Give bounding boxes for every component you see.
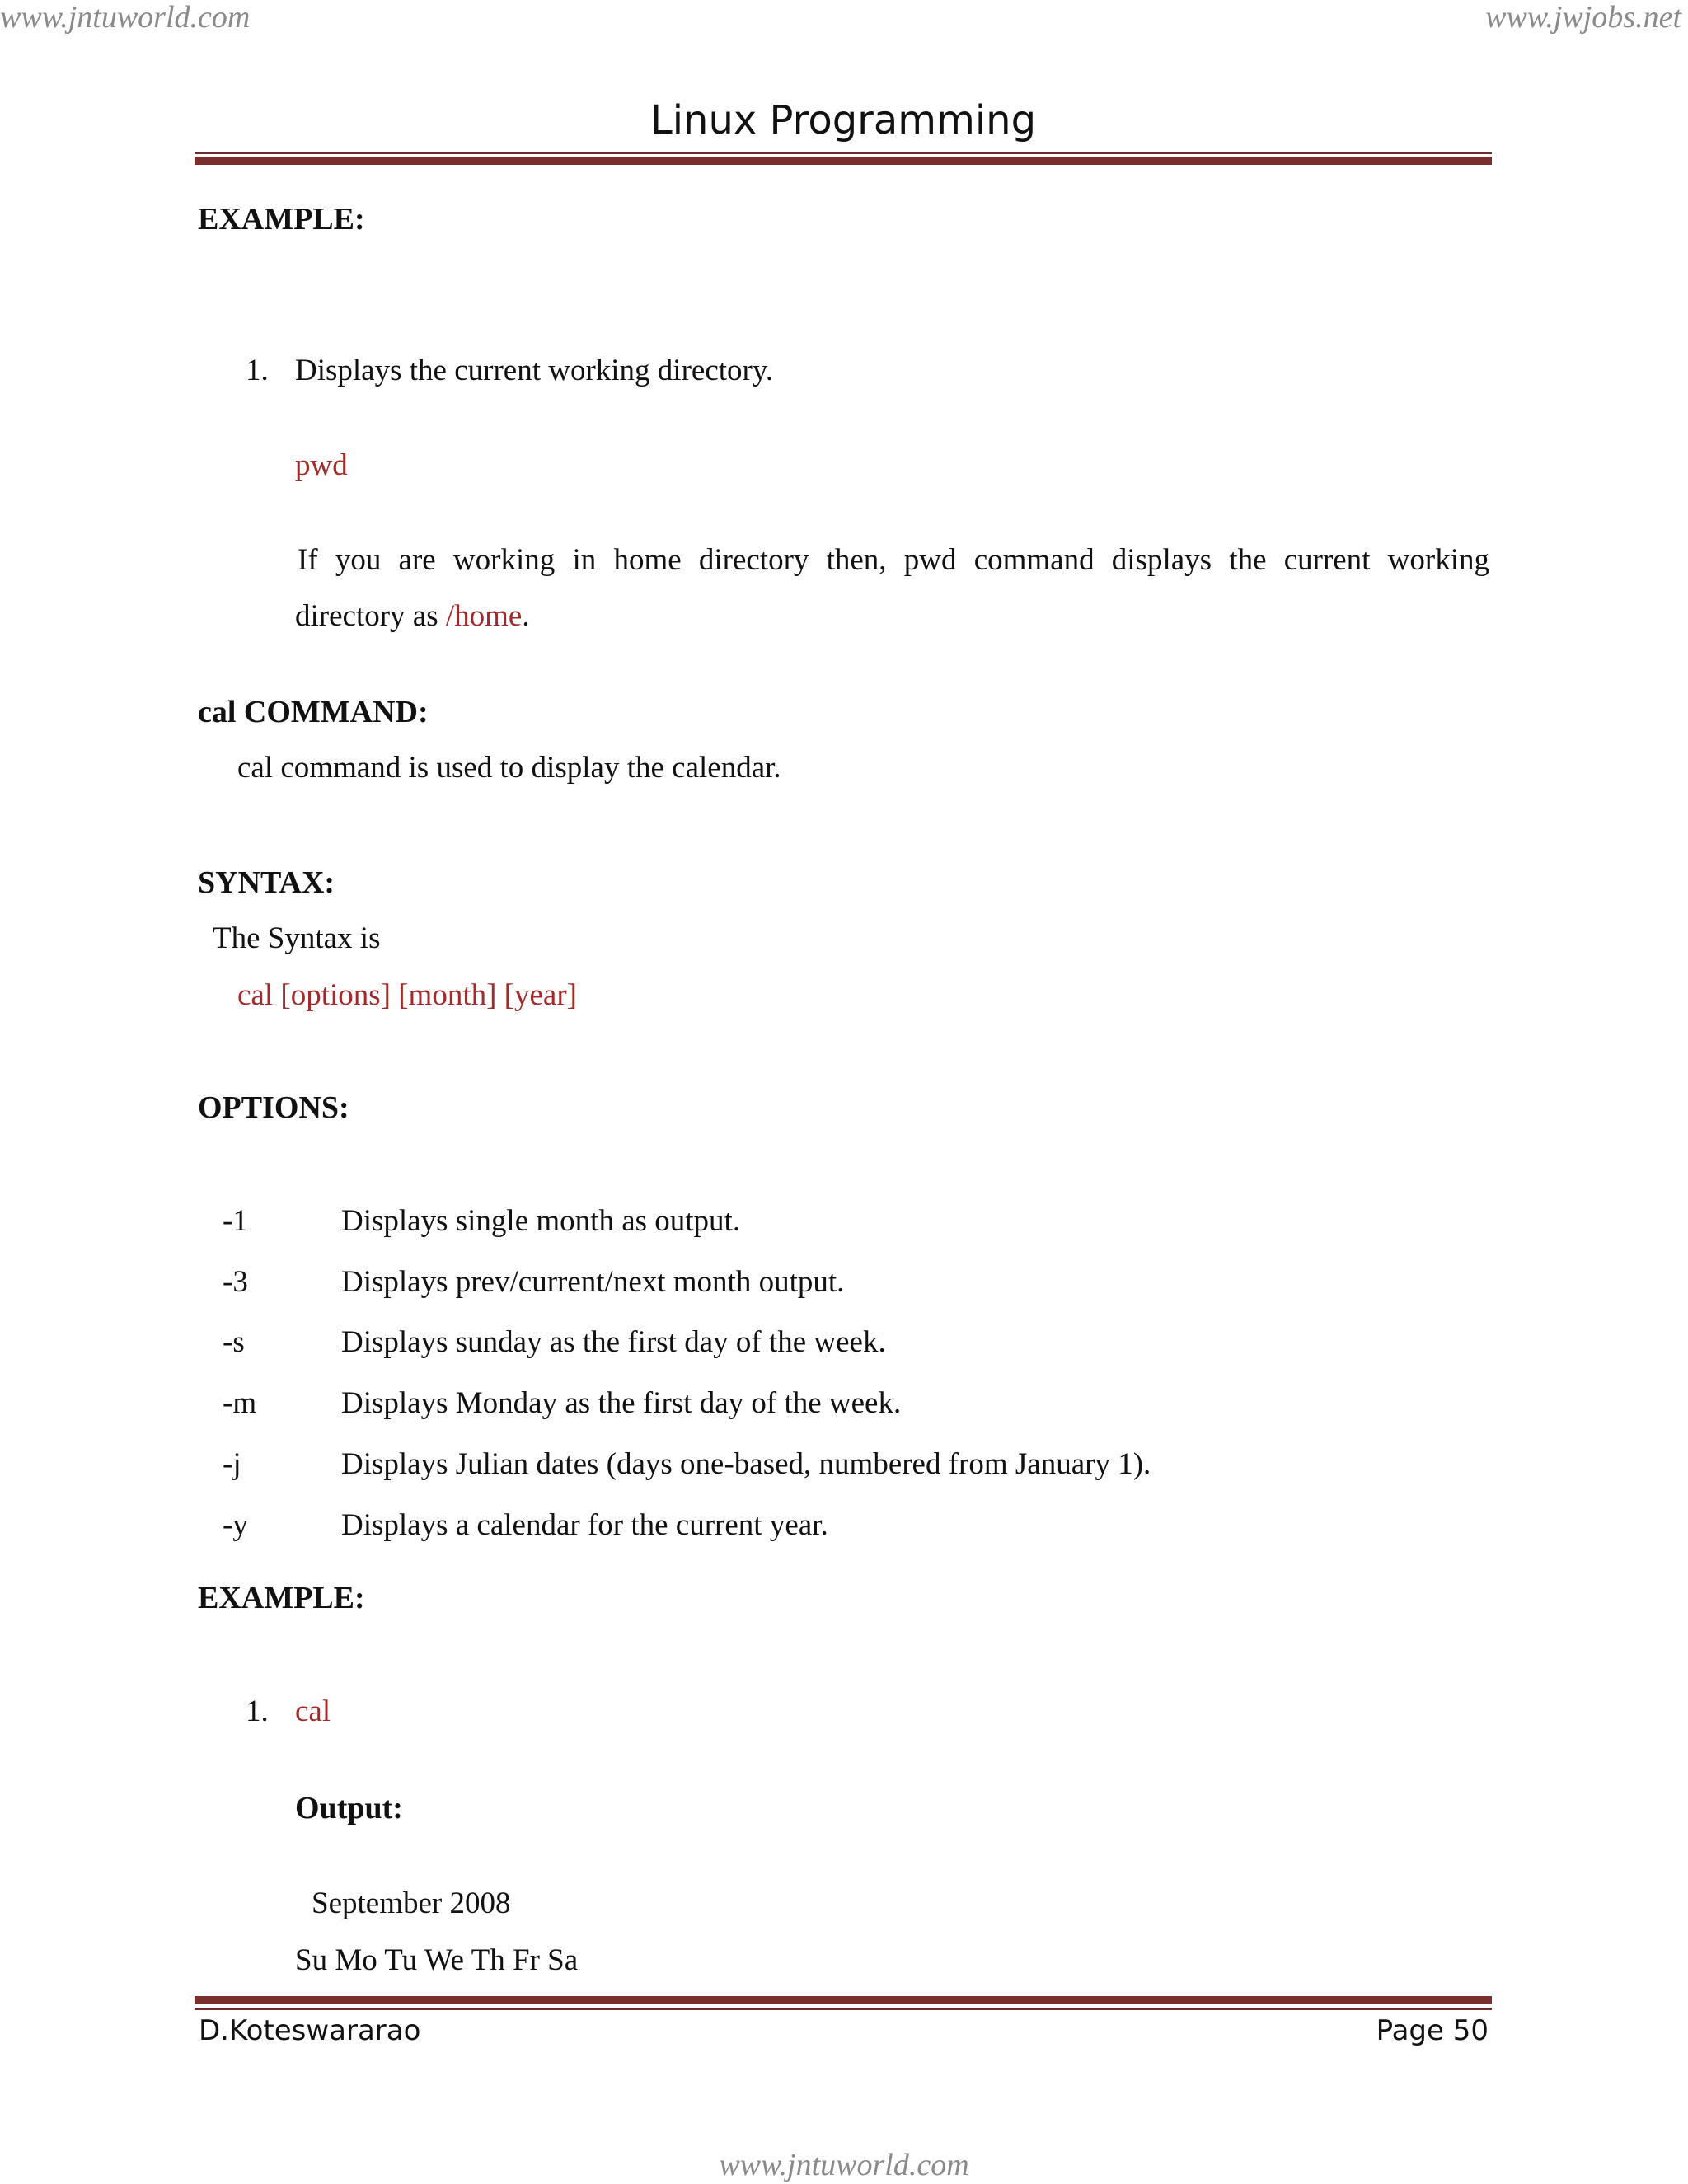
syntax-code: cal [options] [month] [year] bbox=[237, 978, 577, 1012]
output-weekday-header: Su Mo Tu We Th Fr Sa bbox=[295, 1943, 579, 1977]
option-flag: -j bbox=[223, 1447, 241, 1481]
options-heading: OPTIONS: bbox=[198, 1090, 349, 1125]
option-flag: -s bbox=[223, 1325, 245, 1359]
cal-command-description: cal command is used to display the calendar. bbox=[237, 751, 781, 785]
example2-heading: EXAMPLE: bbox=[198, 1581, 365, 1615]
page-title: Linux Programming bbox=[649, 97, 1037, 143]
option-flag: -3 bbox=[223, 1265, 248, 1299]
page-number: Page 50 bbox=[1376, 2014, 1489, 2047]
option-description: Displays Julian dates (days one-based, numbered from January 1). bbox=[341, 1447, 1151, 1481]
option-description: Displays Monday as the first day of the week. bbox=[341, 1386, 902, 1420]
cal-command-heading: cal COMMAND: bbox=[198, 695, 429, 729]
option-description: Displays sunday as the first day of the week. bbox=[341, 1325, 886, 1359]
option-flag: -y bbox=[223, 1508, 248, 1542]
output-month-year: September 2008 bbox=[312, 1886, 511, 1920]
home-path: /home bbox=[445, 599, 523, 633]
footer-author: D.Koteswararao bbox=[199, 2014, 421, 2047]
example2-item-number: 1. bbox=[246, 1694, 269, 1728]
example1-paragraph-line2 bbox=[295, 598, 530, 635]
example1-item-text: Displays the current working directory. bbox=[295, 354, 774, 387]
example2-command: cal bbox=[295, 1694, 331, 1728]
option-flag: -1 bbox=[223, 1204, 248, 1238]
example1-item-number: 1. bbox=[246, 354, 269, 387]
option-flag: -m bbox=[223, 1386, 257, 1420]
watermark-top-left: www.jntuworld.com bbox=[0, 0, 251, 35]
output-heading: Output: bbox=[295, 1791, 403, 1825]
syntax-intro: The Syntax is bbox=[213, 921, 381, 955]
footer-rule-thin bbox=[195, 2008, 1492, 2010]
example1-paragraph-suffix: . bbox=[522, 599, 530, 633]
example1-heading: EXAMPLE: bbox=[198, 202, 365, 237]
syntax-heading: SYNTAX: bbox=[198, 865, 335, 900]
option-description: Displays single month as output. bbox=[341, 1204, 741, 1238]
watermark-top-right: www.jwjobs.net bbox=[1485, 0, 1681, 35]
watermark-bottom: www.jntuworld.com bbox=[719, 2148, 969, 2182]
example1-paragraph-prefix: directory as bbox=[295, 599, 446, 633]
footer-rule-thick bbox=[195, 1996, 1492, 2004]
option-description: Displays prev/current/next month output. bbox=[341, 1265, 845, 1299]
example1-command: pwd bbox=[295, 448, 348, 482]
option-description: Displays a calendar for the current year. bbox=[341, 1508, 828, 1542]
example1-paragraph-line1: If you are working in home directory then, pwd command displays the current working bbox=[298, 543, 1489, 577]
